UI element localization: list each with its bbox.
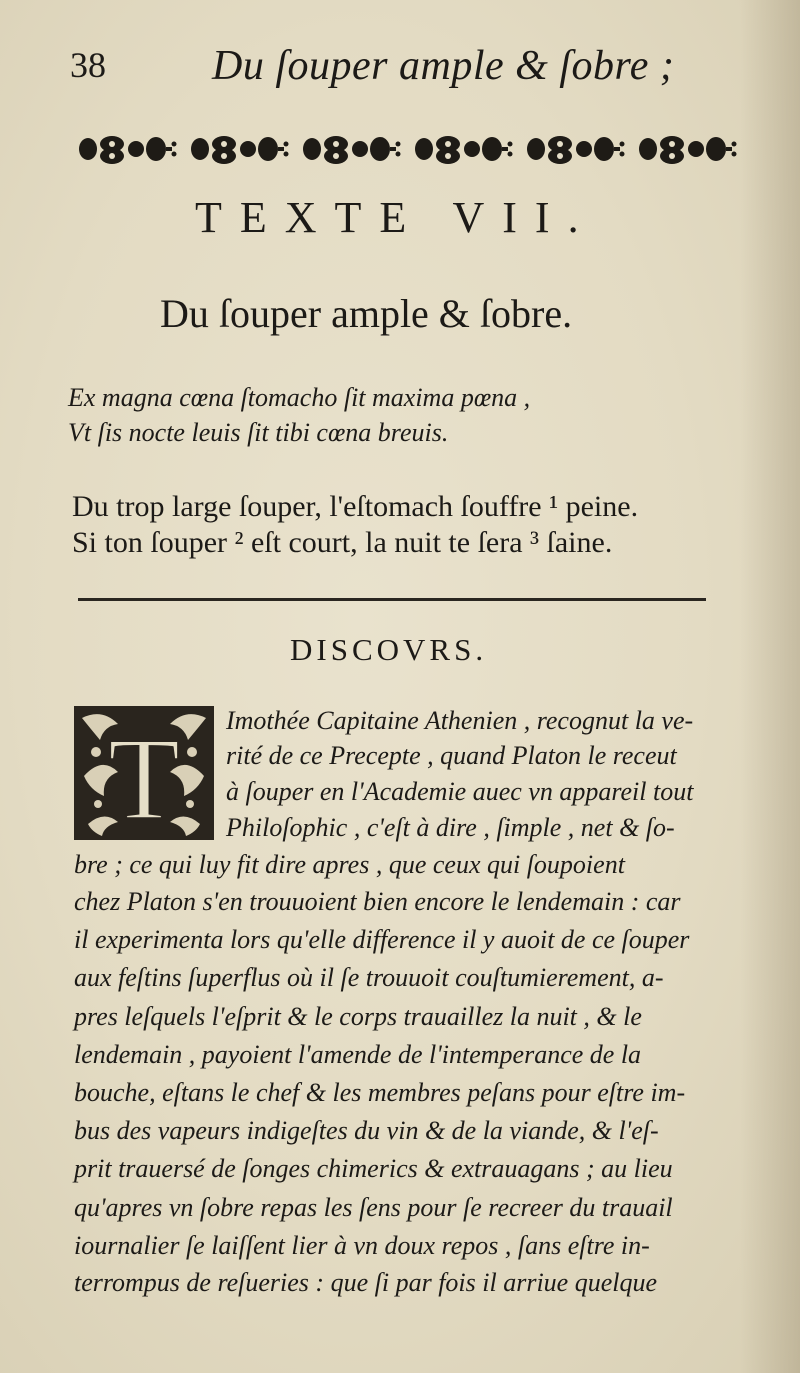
body-text-line: terrompus de reſueries : que ſi par fois il arriue quelque: [74, 1268, 658, 1297]
horizontal-rule: [78, 598, 706, 601]
drop-cap-letter: T: [107, 713, 181, 840]
french-verse-line: Si ton ſouper ² eſt court, la nuit te ſera ³ ſaine.: [72, 526, 613, 559]
body-text-line: bre ; ce qui luy fit dire apres , que ceux qui ſoupoient: [74, 850, 625, 879]
body-text-line: rité de ce Precepte , quand Platon le receut: [226, 741, 677, 770]
body-text-line: chez Platon s'en trouuoient bien encore le lendemain : car: [74, 887, 681, 916]
decorated-initial: [74, 706, 214, 840]
body-text-line: Philoſophic , c'eſt à dire , ſimple , net & ſo-: [226, 813, 675, 842]
body-text-line: bus des vapeurs indigeſtes du vin & de la viande, & l'eſ-: [74, 1116, 659, 1145]
body-text-line: prit trauersé de ſonges chimerics & extrauagans ; au lieu: [74, 1154, 673, 1183]
body-text-line: lendemain , payoient l'amende de l'intemperance de la: [74, 1040, 642, 1069]
body-text-line: Imothée Capitaine Athenien , recognut la ve-: [226, 706, 694, 735]
body-text-line: il experimenta lors qu'elle difference il y auoit de ce ſouper: [74, 925, 690, 954]
page-edge-shadow: [740, 0, 800, 1373]
body-text-line: pres leſquels l'eſprit & le corps trauaillez la nuit , & le: [74, 1002, 642, 1031]
section-title: Du ſouper ample & ſobre.: [160, 291, 573, 336]
french-verse-line: Du trop large ſouper, l'eſtomach ſouffre ¹ peine.: [72, 490, 639, 523]
body-text-line: aux feſtins ſuperflus où il ſe trouuoit couſtumierement, a-: [74, 963, 664, 992]
page-number: 38: [70, 45, 106, 85]
latin-verse-line: Vt ſis nocte leuis ſit tibi cœna breuis.: [68, 418, 449, 447]
body-text-line: bouche, eſtans le chef & les membres peſans pour eſtre im-: [74, 1078, 686, 1107]
floral-initial-icon: [74, 706, 214, 840]
body-text-line: qu'apres vn ſobre repas les ſens pour ſe recreer du trauail: [74, 1193, 673, 1222]
running-title: Du ſouper ample & ſobre ;: [212, 43, 675, 89]
running-head: [70, 38, 730, 98]
body-text-line: à ſouper en l'Academie auec vn appareil tout: [226, 777, 694, 806]
fleuron-ornament-icon: [68, 128, 740, 170]
discours-heading: DISCOVRS.: [290, 632, 488, 667]
decorative-ornament-band: [68, 128, 740, 170]
latin-verse-line: Ex magna cœna ſtomacho ſit maxima pœna ,: [68, 383, 531, 412]
body-text-line: iournalier ſe laiſſent lier à vn doux repos , ſans eſtre in-: [74, 1231, 650, 1260]
texte-heading: TEXTE VII.: [195, 193, 597, 242]
